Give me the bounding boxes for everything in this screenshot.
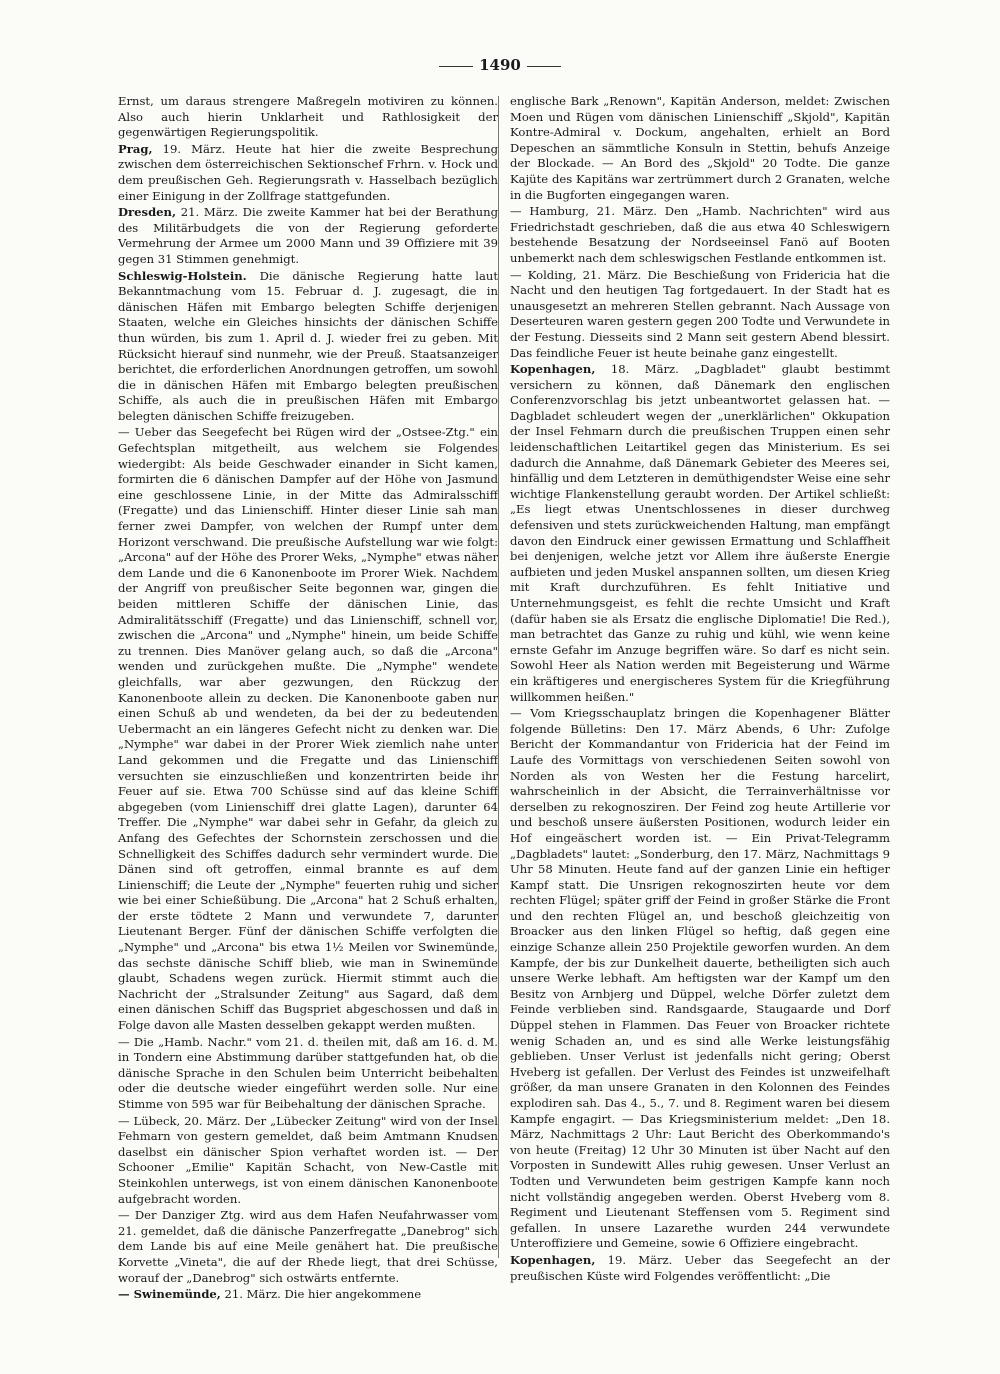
dateline: — Swinemünde, <box>118 1287 221 1302</box>
article-paragraph <box>510 204 890 266</box>
header-rule-right <box>527 66 561 67</box>
paragraph-text: — Hamburg, 21. März. Den „Hamb. Nachrichten" wird aus Friedrichstadt geschrieben, daß die aus etwa 40 Schleswigern bestehende Besatzung der Nordseeinsel Fanö auf Booten unbemerkt nach dem schleswigschen Festlande entkommen ist. <box>510 204 890 265</box>
paragraph-text: 19. März. Ueber das Seegefecht an der preußischen Küste wird Folgendes veröffentlicht: „Die <box>510 1252 890 1283</box>
article-paragraph <box>118 1208 498 1286</box>
column-divider <box>498 96 499 1258</box>
article-paragraph <box>118 269 498 425</box>
article-paragraph <box>118 1287 498 1303</box>
page-number: 1490 <box>479 56 521 74</box>
paragraph-text: 19. März. Heute hat hier die zweite Besprechung zwischen dem österreichischen Sektionschef Frhrn. v. Hock und dem preußischen Geh. Regierungsrath v. Hasselbach bezüglich einer Einigung in der Zollfrage stattgefunden. <box>118 141 499 203</box>
paragraph-text: — Die „Hamb. Nachr." vom 21. d. theilen mit, daß am 16. d. M. in Tondern eine Abstimmung darüber stattgefunden hat, ob die dänische Sprache in den Schulen beim Unterricht beibehalten oder die deutsche wieder eingeführt werden solle. Nur eine Stimme von 595 war für Beibehaltung der dänischen Sprache. <box>118 1034 498 1111</box>
dateline: Kopenhagen, <box>510 1252 596 1267</box>
paragraph-text: 18. März. „Dagbladet" glaubt bestimmt versichern zu können, daß Dänemark den englischen Conferenzvorschlag bis jetzt unbeantwortet gelassen hat. — Dagbladet schleudert wegen der „unerklärlichen" Okkupation der Insel Fehmarn durch die preußischen Truppen einen sehr leidenschaftlichen Leitartikel gegen das Ministerium. Es sei dadurch die Annahme, daß Dänemark Gebieter des Meeres sei, hinfällig und dem Letzteren in demüthigendster Weise eine sehr wichtige Flankenstellung geraubt worden. Der Artikel schließt: „Es liegt etwas Unentschlossenes in dieser durchweg defensiven und stets zurückweichenden Haltung, man empfängt davon den Eindruck einer gewissen Ermattung und Schlaffheit bei denjenigen, welche jetzt vor Allem ihre äußerste Energie aufbieten und jeden Muskel anspannen sollten, um diesen Krieg mit Kraft durchzuführen. Es fehlt Initiative und Unternehmungsgeist, es fehlt die rechte Umsicht und Kraft (dafür haben sie als Ersatz die englische Diplomatie! Die Red.), man betrachtet das Ganze zu ruhig und kühl, wie wenn keine ernste Gefahr im Anzuge begriffen wäre. So darf es nicht sein. Sowohl Heer als Nation werden mit Begeisterung und Wärme ein kräftigeres und energischeres System für die Kriegführung willkommen heißen." <box>510 362 891 704</box>
dateline: Dresden, <box>118 205 177 220</box>
paragraph-text: — Lübeck, 20. März. Der „Lübecker Zeitung" wird von der Insel Fehmarn von gestern gemeldet, daß beim Amtmann Knudsen daselbst ein dänischer Spion verhaftet worden ist. — Der Schooner „Emilie" Kapitän Schacht, von New-Castle mit Steinkohlen unterwegs, ist von einem dänischen Kanonenboote aufgebracht worden. <box>118 1113 498 1206</box>
dateline: Prag, <box>118 141 153 156</box>
article-paragraph <box>510 706 890 1252</box>
left-column <box>118 94 498 1304</box>
article-paragraph <box>510 268 890 362</box>
paragraph-text: — Vom Kriegsschauplatz bringen die Kopenhagener Blätter folgende Bülletins: Den 17. März Abends, 6 Uhr: Zufolge Bericht der Kommandantur von Fridericia hat der Feind im Laufe des Vormittags von verschiedenen Seiten sowohl von Norden als von Westen her die Festung harcelirt, wahrscheinlich in der Absicht, die Terrainverhältnisse vor derselben zu rekognosziren. Der Feind zog heute Artillerie vor und beschoß unsere äußersten Positionen, wodurch leider ein Hof eingeäschert worden ist. — Ein Privat-Telegramm „Dagbladets" lautet: „Sonderburg, den 17. März, Nachmittags 9 Uhr 58 Minuten. Heute fand auf der ganzen Linie ein heftiger Kampf statt. Die Unsrigen rekognoszirten heute vor dem rechten Flügel; später griff der Feind in großer Stärke die Front und den rechten Flügel an, und beschoß gleichzeitig von Broacker aus den linken Flügel so heftig, daß gegen eine einzige Schanze allein 250 Projektile geworfen wurden. An dem Kampfe, der bis zur Dunkelheit dauerte, betheiligten sich auch unsere Werke lebhaft. Am heftigsten war der Kampf um den Besitz von Arnbjerg und Düppel, welche Dörfer zuletzt dem Feinde verblieben sind. Randsgaarde, Staugaarde und Dorf Düppel stehen in Flammen. Das Feuer von Broacker richtete wenig Schaden an, und es sind alle Werke leistungsfähig geblieben. Unser Verlust ist jedenfalls nicht gering; Oberst Hveberg ist gefallen. Der Verlust des Feindes ist unzweifelhaft größer, da man unsere Granaten in den Kolonnen des Feindes explodiren sah. Das 4., 5., 7. und 8. Regiment waren bei diesem Kampfe engagirt. — Das Kriegsministerium meldet: „Den 18. März, Nachmittags 2 Uhr: Laut Bericht des Oberkommando's von heute (Freitag) 12 Uhr 30 Minuten ist über Nacht auf den Vorposten in Sundewitt Alles ruhig gewesen. Unser Verlust an Todten und Verwundeten beim gestrigen Kampfe kann noch nicht vollständig angegeben werden. Oberst Hveberg vom 8. Regiment und Lieutenant Steffensen vom 5. Regiment sind gefallen. In unsere Lazarethe wurden 244 verwundete Unteroffiziere und Gemeine, sowie 6 Offiziere eingebracht. <box>510 706 890 1251</box>
right-column <box>510 94 890 1285</box>
article-paragraph <box>118 1035 498 1113</box>
article-paragraph <box>118 94 498 141</box>
page-header <box>0 56 1000 74</box>
paragraph-text: englische Bark „Renown", Kapitän Anderson, meldet: Zwischen Moen und Rügen vom dänischen Linienschiff „Skjold", Kapitän Kontre-Admiral v. Dockum, angehalten, erhielt an Bord Depeschen an sämmtliche Konsuln in Stettin, behufs Anzeige der Blockade. — An Bord des „Skjold" 20 Todte. Die ganze Kajüte des Kapitäns war zertrümmert durch 2 Granaten, welche in die Bugforten eingegangen waren. <box>510 94 890 202</box>
paragraph-text: 21. März. Die hier angekommene <box>224 1287 422 1302</box>
paragraph-text: — Der Danziger Ztg. wird aus dem Hafen Neufahrwasser vom 21. gemeldet, daß die dänische Panzerfregatte „Danebrog" sich dem Lande bis auf eine Meile genähert hat. Die preußische Korvette „Vineta", die auf der Rhede liegt, that drei Schüsse, worauf der „Danebrog" sich ostwärts entfernte. <box>118 1208 498 1285</box>
paragraph-text: 21. März. Die zweite Kammer hat bei der Berathung des Militärbudgets die von der Regierung geforderte Vermehrung der Armee um 2000 Mann und 39 Offiziere mit 39 gegen 31 Stimmen genehmigt. <box>118 205 498 266</box>
article-paragraph <box>118 142 498 204</box>
header-rule-left <box>439 66 473 67</box>
article-paragraph <box>510 362 890 705</box>
article-paragraph <box>118 425 498 1033</box>
paragraph-text: — Ueber das Seegefecht bei Rügen wird der „Ostsee-Ztg." ein Gefechtsplan mitgetheilt, aus welchem sie Folgendes wiedergibt: Als beide Geschwader einander in Sicht kamen, formirten die 6 dänischen Dampfer auf der Höhe von Jasmund eine geschlossene Linie, in der Mitte das Admiralsschiff (Fregatte) und das Linienschiff. Hinter dieser Linie sah man ferner zwei Dampfer, von welchen der Rumpf unter dem Horizont verschwand. Die preußische Aufstellung war wie folgt: „Arcona" auf der Höhe des Prorer Weks, „Nymphe" etwas näher dem Lande und die 6 Kanonenboote im Prorer Wiek. Nachdem der Angriff von preußischer Seite begonnen war, gingen die beiden mittleren Schiffe der dänischen Linie, das Admiralitätsschiff (Fregatte) und das Linienschiff, schnell vor, zwischen die „Arcona" und „Nymphe" hinein, um beide Schiffe zu trennen. Dies Manöver gelang auch, so daß die „Arcona" wenden und zurückgehen mußte. Die „Nymphe" wendete gleichfalls, war aber gezwungen, den Rückzug der Kanonenboote allein zu decken. Die Kanonenboote gaben nur einen Schuß ab und wendeten, da bei der zu bedeutenden Uebermacht an ein längeres Gefecht nicht zu denken war. Die „Nymphe" war dabei in der Prorer Wiek ziemlich nahe unter Land gekommen und die Fregatte und das Linienschiff versuchten sie einzuschließen und konzentrirten beide ihr Feuer auf sie. Etwa 700 Schüsse sind auf das kleine Schiff abgegeben (vom Linienschiff drei glatte Lagen), darunter 64 Treffer. Die „Nymphe" war dabei sehr in Gefahr, da gleich zu Anfang des Gefechtes der Schornstein zerschossen und die Schnelligkeit des Schiffes dadurch sehr vermindert wurde. Die Dänen sind oft getroffen, einmal brannte es auf dem Linienschiff; die Leute der „Nymphe" feuerten ruhig und sicher wie bei einer Schießübung. Die „Arcona" hat 2 Schuß erhalten, der erste tödtete 2 Mann und verwundete 7, darunter Lieutenant Berger. Fünf der dänischen Schiffe verfolgten die „Nymphe" und „Arcona" bis etwa 1½ Meilen vor Swinemünde, das sechste dänische Schiff blieb, wie man in Swinemünde glaubt, Schadens wegen zurück. Hiermit stimmt auch die Nachricht der „Stralsunder Zeitung" aus Sagard, daß dem einen dänischen Schiff das Bugspriet abgeschossen und daß in Folge davon alle Masten desselben gekappt werden mußten. <box>118 425 498 1033</box>
article-paragraph <box>510 1253 890 1284</box>
dateline: Schleswig-Holstein. <box>118 268 247 283</box>
article-paragraph <box>118 205 498 267</box>
paragraph-text: Ernst, um daraus strengere Maßregeln motiviren zu können. Also auch hierin Unklarheit und Rathlosigkeit der gegenwärtigen Regierungspolitik. <box>118 94 498 140</box>
article-paragraph <box>118 1114 498 1208</box>
dateline: Kopenhagen, <box>510 362 596 377</box>
paragraph-text: — Kolding, 21. März. Die Beschießung von Fridericia hat die Nacht und den heutigen Tag fortgedauert. In der Stadt hat es unausgesetzt an mehreren Stellen gebrannt. Nach Aussage von Deserteuren waren gestern gegen 200 Todte und Verwundete in der Festung. Diesseits sind 2 Mann seit gestern Abend blessirt. Das feindliche Feuer ist heute beinahe ganz eingestellt. <box>510 267 890 360</box>
article-paragraph <box>510 94 890 203</box>
paragraph-text: Die dänische Regierung hatte laut Bekanntmachung vom 15. Februar d. J. zugesagt, die in dänischen Häfen mit Embargo belegten Schiffe derjenigen Staaten, welche ein Gleiches hinsichts der dänischen Schiffe thun würden, bis zum 1. April d. J. wieder frei zu geben. Mit Rücksicht hierauf sind nunmehr, wie der Preuß. Staatsanzeiger berichtet, die erforderlichen Anordnungen getroffen, um sowohl die in dänischen Häfen mit Embargo belegten preußischen Schiffe, als auch die in preußischen Häfen mit Embargo belegten dänischen Schiffe freizugeben. <box>118 268 498 423</box>
